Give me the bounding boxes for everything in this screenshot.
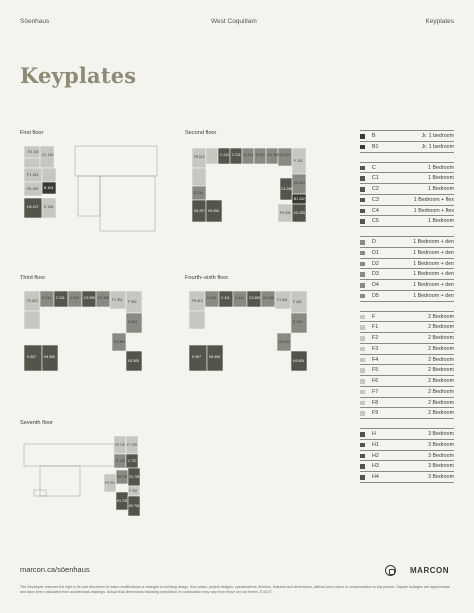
legend-group xyxy=(360,130,454,153)
legend-swatch xyxy=(360,443,365,448)
legend-swatch xyxy=(360,390,365,395)
svg-text:H4 406 xyxy=(209,355,220,359)
plan-label: C 212 xyxy=(220,153,230,157)
legend-unit-description: 2 Bedroom xyxy=(428,388,454,395)
plan-label: B 104 xyxy=(44,186,54,190)
plan-label: F3 701 xyxy=(105,481,115,485)
legend-unit-code: B1 xyxy=(372,143,379,150)
plan-label: F 702 xyxy=(129,489,138,493)
legend-row xyxy=(360,322,454,333)
footer-disclaimer: The Developer reserves the right in its sole discretion to make modifications or changes to building design, floor plans, project designs, specifications, finishes, features and dimensions, without prior notice or compensation to any person. Square footages are approximate and have been calculated from architectural drawings. Actual final dimensions following completion of construction may vary from those set out herein. E.&O.E. xyxy=(20,585,450,594)
legend-unit-description: 3 Bedroom xyxy=(428,463,454,470)
svg-text:H1 703 xyxy=(117,499,128,503)
svg-text:H3 405 xyxy=(293,359,304,363)
legend-row xyxy=(360,344,454,355)
svg-text:F 302 xyxy=(128,300,137,304)
legend-unit-description: 1 Bedroom + den xyxy=(413,239,454,245)
legend-swatch xyxy=(360,358,365,363)
plan-label: D 708 xyxy=(116,459,125,463)
plan-label: D4 203 xyxy=(294,181,305,185)
svg-text:D3 304 xyxy=(114,340,125,344)
first-floor-plan xyxy=(20,140,160,240)
second-floor-plan xyxy=(188,140,320,240)
legend-swatch xyxy=(360,240,365,245)
legend-unit-code: F6 xyxy=(372,378,379,384)
svg-text:F 702 xyxy=(129,489,137,493)
svg-text:C5 705 xyxy=(129,475,140,479)
svg-text:H4 306 xyxy=(44,355,55,359)
fourth-sixth-floor-plan xyxy=(185,285,325,385)
plan-label: D 412 xyxy=(207,296,217,300)
plan-label: C 311 xyxy=(56,296,65,300)
legend-unit-code: D xyxy=(372,239,376,245)
legend-swatch xyxy=(360,272,365,277)
legend-swatch xyxy=(360,475,365,480)
legend-unit-description: 1 Bedroom xyxy=(428,186,454,192)
legend-row xyxy=(360,206,454,217)
legend-unit-description: 3 Bedroom xyxy=(428,474,454,480)
svg-text:C 211 xyxy=(232,153,241,157)
legend-unit-code: C4 xyxy=(372,207,379,214)
plan-label: H3 405 xyxy=(293,359,304,363)
plan-label: F8 213 xyxy=(194,155,205,159)
svg-text:F8 213 xyxy=(194,155,205,159)
legend-swatch xyxy=(360,347,365,352)
svg-text:C3 409 xyxy=(249,296,260,300)
legend-group xyxy=(360,236,454,302)
plan-label: C 411 xyxy=(221,296,230,300)
plan-label: D1 208 xyxy=(268,153,279,157)
svg-text:H2 704 xyxy=(129,504,140,508)
svg-text:B 104 xyxy=(44,186,53,190)
legend-row xyxy=(360,355,454,366)
svg-text:H3 305 xyxy=(128,359,139,363)
svg-text:C 212 xyxy=(220,153,229,157)
legend-unit-code: D2 xyxy=(372,260,379,267)
unit-type-legend xyxy=(360,130,454,483)
svg-text:H2 205 xyxy=(294,211,305,215)
legend-unit-description: 3 Bedroom xyxy=(428,441,454,448)
legend-unit-description: 2 Bedroom xyxy=(428,356,454,363)
header-section: Keyplates xyxy=(425,18,454,25)
legend-unit-description: 3 Bedroom xyxy=(428,431,454,437)
legend-swatch xyxy=(360,134,365,139)
plan-label: H4 107 xyxy=(27,205,39,209)
legend-row xyxy=(360,387,454,398)
svg-text:H 407 xyxy=(192,355,201,359)
legend-unit-code: C3 xyxy=(372,196,379,203)
plan-label: F1 103 xyxy=(27,173,39,177)
legend-row xyxy=(360,195,454,206)
svg-text:F5 413 xyxy=(192,299,203,303)
svg-text:D3 404 xyxy=(279,340,290,344)
legend-swatch xyxy=(360,283,365,288)
legend-swatch xyxy=(360,294,365,299)
plan-label: C3 309 xyxy=(84,296,95,300)
third-floor-plan xyxy=(20,285,160,385)
plan-label: D 410 xyxy=(235,296,245,300)
legend-unit-code: D1 xyxy=(372,249,379,256)
svg-text:D1 208 xyxy=(268,153,279,157)
plan-label: D5 706 xyxy=(117,475,128,479)
svg-text:C1 102 xyxy=(42,153,54,157)
legend-unit-code: C1 xyxy=(372,175,379,182)
legend-row xyxy=(360,472,454,483)
plan-label: H2 704 xyxy=(129,504,140,508)
svg-text:D 410 xyxy=(235,296,244,300)
seventh-floor-outline xyxy=(24,444,114,496)
legend-row xyxy=(360,365,454,376)
plan-label: H3 305 xyxy=(128,359,139,363)
legend-unit-description: 2 Bedroom xyxy=(428,313,454,320)
svg-text:H4 207 xyxy=(194,209,205,213)
legend-swatch xyxy=(360,454,365,459)
plan-label: C5 705 xyxy=(129,475,140,479)
legend-unit-code: D5 xyxy=(372,292,379,299)
svg-text:C4 206 xyxy=(281,187,292,191)
legend-unit-code: F1 xyxy=(372,324,379,331)
plan-label: D 312 xyxy=(42,296,52,300)
legend-unit-code: F5 xyxy=(372,367,379,374)
svg-text:F3 701 xyxy=(105,481,115,485)
svg-text:B1 202 xyxy=(294,197,305,201)
legend-unit-code: C xyxy=(372,164,376,171)
plan-label: C4 206 xyxy=(281,187,292,191)
svg-text:D 312 xyxy=(42,296,51,300)
legend-swatch xyxy=(360,198,365,203)
legend-group xyxy=(360,428,454,483)
plan-label: D 214 xyxy=(194,191,204,195)
legend-unit-code: D3 xyxy=(372,271,379,278)
legend-swatch xyxy=(360,251,365,256)
legend-row xyxy=(360,312,454,323)
svg-text:D1 408 xyxy=(263,296,274,300)
plan-label: C3 409 xyxy=(249,296,260,300)
plan-label: H4 306 xyxy=(44,355,55,359)
plan-label: D 303 xyxy=(128,320,138,324)
legend-swatch xyxy=(360,336,365,341)
legend-unit-description: 3 Bedroom xyxy=(428,452,454,459)
legend-unit-code: H3 xyxy=(372,463,379,470)
fourth-sixth-floor-label: Fourth–sixth floor xyxy=(185,275,229,281)
legend-row xyxy=(360,184,454,195)
plan-label: D3 404 xyxy=(279,340,290,344)
second-floor-label: Second floor xyxy=(185,130,217,136)
svg-text:D 310 xyxy=(70,296,79,300)
legend-unit-description: 1 Bedroom + flex xyxy=(413,196,454,203)
legend-unit-code: C5 xyxy=(372,218,379,225)
legend-unit-description: 1 Bedroom xyxy=(428,218,454,225)
plan-label: H3 206 xyxy=(208,209,219,213)
plan-label: F9 204 xyxy=(280,211,291,215)
plan-label: B1 202 xyxy=(294,197,305,201)
third-floor-label: Third floor xyxy=(20,275,46,281)
legend-unit-code: F7 xyxy=(372,388,379,395)
legend-unit-code: F8 xyxy=(372,399,379,406)
svg-text:E 106 xyxy=(44,205,53,209)
legend-row xyxy=(360,429,454,440)
plan-label: H2 205 xyxy=(294,211,305,215)
svg-text:C 311 xyxy=(56,296,65,300)
legend-unit-code: F9 xyxy=(372,410,379,417)
legend-unit-description: Jr. 1 bedroom xyxy=(421,143,454,150)
svg-text:C3 309 xyxy=(84,296,95,300)
plan-label: D 210 xyxy=(244,153,254,157)
legend-swatch xyxy=(360,432,365,437)
svg-text:F5 313 xyxy=(27,299,38,303)
plan-label: F5 413 xyxy=(192,299,203,303)
svg-text:F1 103 xyxy=(27,173,38,177)
legend-swatch xyxy=(360,187,365,192)
legend-row xyxy=(360,237,454,248)
legend-row xyxy=(360,333,454,344)
footer-url[interactable]: marcon.ca/söenhaus xyxy=(20,565,90,574)
legend-unit-description: 1 Bedroom + den xyxy=(413,271,454,278)
svg-text:D 210 xyxy=(244,153,253,157)
legend-swatch xyxy=(360,262,365,267)
svg-text:F9 204 xyxy=(280,211,291,215)
instagram-icon[interactable] xyxy=(385,565,396,576)
plan-label: D 310 xyxy=(70,296,80,300)
plan-label: D3 304 xyxy=(114,340,125,344)
legend-unit-code: F3 xyxy=(372,345,379,352)
plan-label: F1 401 xyxy=(277,298,288,302)
legend-row xyxy=(360,440,454,451)
legend-row xyxy=(360,408,454,419)
svg-text:F 201 xyxy=(294,159,303,163)
plan-label: C 211 xyxy=(232,153,241,157)
legend-row xyxy=(360,142,454,153)
plan-label: H4 207 xyxy=(194,209,205,213)
legend-unit-code: F4 xyxy=(372,356,379,363)
first-floor-label: First floor xyxy=(20,130,44,136)
legend-unit-description: 2 Bedroom xyxy=(428,345,454,352)
legend-row xyxy=(360,461,454,472)
fourth-floor-units xyxy=(189,291,307,371)
svg-text:H4 107 xyxy=(27,205,39,209)
legend-unit-description: 2 Bedroom xyxy=(428,399,454,406)
plan-label: H 407 xyxy=(192,355,202,359)
plan-label: D2 207 xyxy=(280,153,291,157)
legend-swatch xyxy=(360,464,365,469)
legend-swatch xyxy=(360,166,365,171)
header-location: West Coquitlam xyxy=(211,18,257,25)
legend-unit-description: 1 Bedroom + den xyxy=(413,249,454,256)
legend-swatch xyxy=(360,176,365,181)
plan-label: H 307 xyxy=(27,355,37,359)
plan-label: D 403 xyxy=(293,320,303,324)
plan-label: F6 710 xyxy=(115,443,125,447)
legend-row xyxy=(360,376,454,387)
svg-text:F1 301 xyxy=(112,298,123,302)
plan-label: F 302 xyxy=(128,300,137,304)
legend-swatch xyxy=(360,145,365,150)
legend-row xyxy=(360,259,454,270)
plan-label: C 707 xyxy=(128,459,137,463)
plan-label: H4 406 xyxy=(209,355,220,359)
svg-text:D1 308 xyxy=(98,296,109,300)
legend-row xyxy=(360,248,454,259)
page-title: Keyplates xyxy=(20,63,137,88)
svg-text:D 209 xyxy=(256,153,265,157)
svg-text:D 303 xyxy=(128,320,137,324)
seventh-floor-plan xyxy=(20,430,160,530)
svg-text:D4 203 xyxy=(294,181,305,185)
legend-unit-code: B xyxy=(372,133,376,139)
svg-text:C 707 xyxy=(128,459,137,463)
legend-unit-code: H xyxy=(372,431,376,437)
first-floor-outline xyxy=(75,146,157,231)
plan-label: D 209 xyxy=(256,153,266,157)
legend-unit-code: H1 xyxy=(372,441,379,448)
legend-unit-description: 2 Bedroom xyxy=(428,410,454,417)
legend-swatch xyxy=(360,401,365,406)
svg-text:D 708 xyxy=(116,459,125,463)
plan-label: F1 301 xyxy=(112,298,123,302)
plan-label: D1 408 xyxy=(263,296,274,300)
legend-unit-code: H2 xyxy=(372,452,379,459)
svg-text:C 411 xyxy=(221,296,230,300)
legend-unit-code: H4 xyxy=(372,474,379,480)
legend-swatch xyxy=(360,209,365,214)
legend-unit-code: D4 xyxy=(372,282,379,288)
legend-unit-description: 2 Bedroom xyxy=(428,324,454,331)
legend-unit-description: 1 Bedroom + den xyxy=(413,292,454,299)
svg-text:D2 207 xyxy=(280,153,291,157)
legend-group xyxy=(360,311,454,420)
legend-row xyxy=(360,131,454,142)
plan-label: F6 105 xyxy=(27,187,39,191)
legend-unit-description: 1 Bedroom + den xyxy=(413,260,454,267)
plan-label: F 201 xyxy=(294,159,303,163)
svg-text:F1 401 xyxy=(277,298,288,302)
third-floor-units xyxy=(24,291,142,371)
marcon-logo: MARCON xyxy=(410,566,449,575)
svg-text:F6 710 xyxy=(115,443,125,447)
legend-group xyxy=(360,162,454,228)
legend-swatch xyxy=(360,315,365,320)
legend-unit-description: 1 Bedroom + flex xyxy=(413,207,454,214)
page-header xyxy=(20,18,454,28)
legend-row xyxy=(360,451,454,462)
plan-label: F2 101 xyxy=(28,150,40,154)
legend-swatch xyxy=(360,325,365,330)
svg-text:F 402 xyxy=(293,300,302,304)
legend-row xyxy=(360,163,454,174)
svg-text:F7 709 xyxy=(127,443,137,447)
legend-unit-description: 1 Bedroom xyxy=(428,175,454,182)
legend-unit-description: 1 Bedroom xyxy=(428,164,454,171)
legend-unit-description: 2 Bedroom xyxy=(428,367,454,374)
plan-label: D1 308 xyxy=(98,296,109,300)
svg-text:D5 706 xyxy=(117,475,128,479)
svg-text:H 307 xyxy=(27,355,36,359)
plan-label: E 106 xyxy=(44,205,54,209)
plan-label: F 402 xyxy=(293,300,302,304)
legend-swatch xyxy=(360,411,365,416)
legend-row xyxy=(360,216,454,227)
plan-label: C1 102 xyxy=(42,153,54,157)
svg-text:D 214 xyxy=(194,191,203,195)
plan-label: F5 313 xyxy=(27,299,38,303)
svg-text:D 412 xyxy=(207,296,216,300)
legend-unit-code: F2 xyxy=(372,335,379,341)
legend-row xyxy=(360,173,454,184)
legend-unit-description: Jr. 1 bedroom xyxy=(421,133,454,139)
legend-swatch xyxy=(360,368,365,373)
svg-text:F2 101 xyxy=(28,150,39,154)
legend-unit-description: 2 Bedroom xyxy=(428,378,454,384)
legend-unit-code: F xyxy=(372,313,376,320)
legend-row xyxy=(360,398,454,409)
svg-text:D 403 xyxy=(293,320,302,324)
legend-unit-code: C2 xyxy=(372,186,379,192)
header-project-name: Söenhaus xyxy=(20,18,50,25)
legend-swatch xyxy=(360,379,365,384)
legend-unit-description: 1 Bedroom + den xyxy=(413,282,454,288)
legend-row xyxy=(360,280,454,291)
legend-unit-description: 2 Bedroom xyxy=(428,335,454,341)
svg-text:F6 105 xyxy=(27,187,38,191)
legend-row xyxy=(360,269,454,280)
legend-swatch xyxy=(360,219,365,224)
seventh-floor-label: Seventh floor xyxy=(20,420,53,426)
plan-label: F7 709 xyxy=(127,443,137,447)
legend-row xyxy=(360,291,454,302)
plan-label: H1 703 xyxy=(117,499,128,503)
svg-text:H3 206 xyxy=(208,209,219,213)
